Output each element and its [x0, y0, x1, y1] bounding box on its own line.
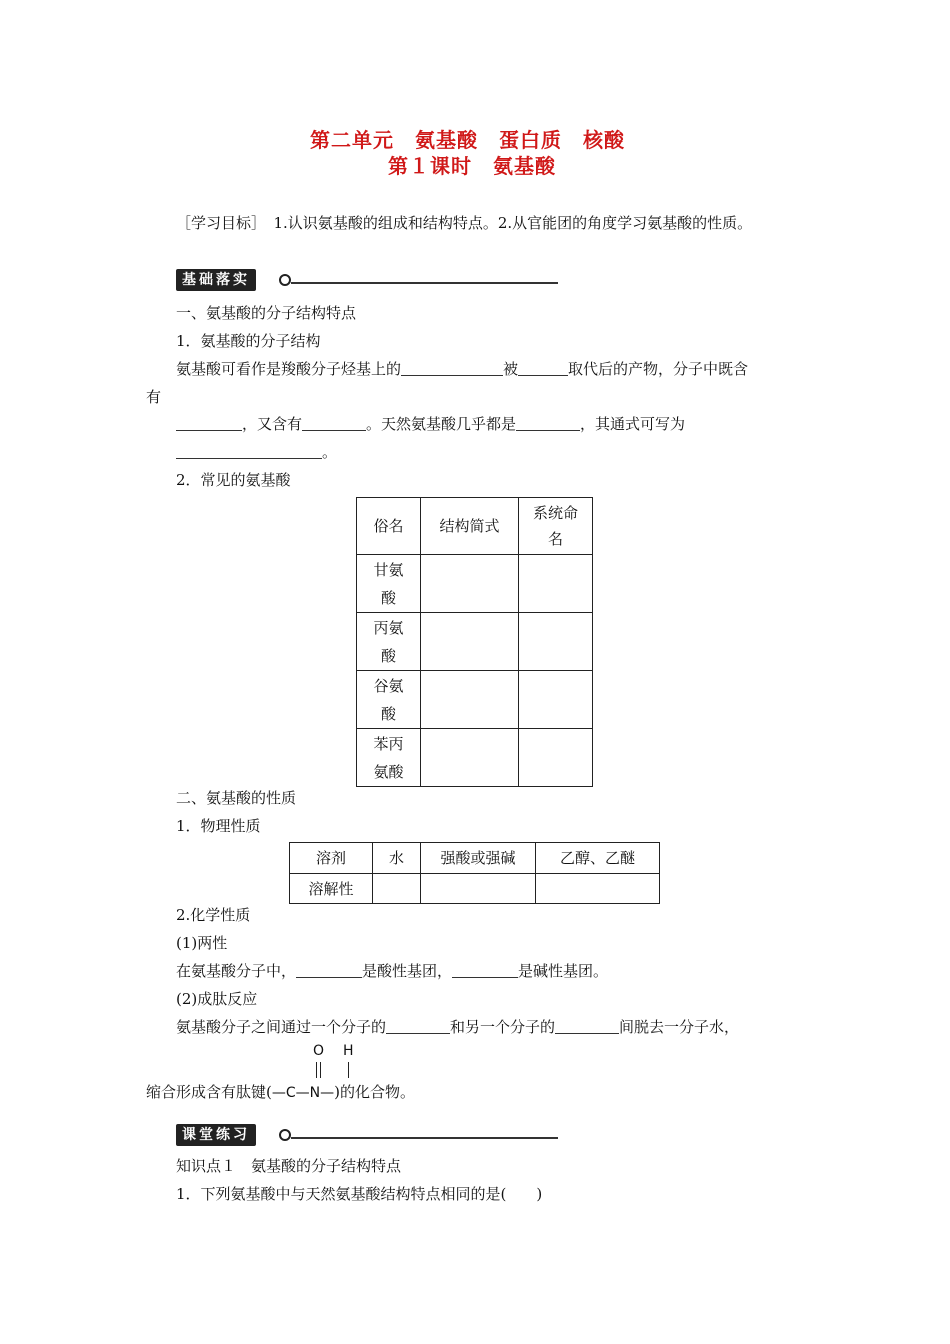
peptide-bond-chain: —C—N—	[271, 1085, 335, 1101]
banner-label: 基础落实	[176, 269, 256, 291]
double-bond-line	[316, 1062, 317, 1078]
text: 间脱去一分子水，	[619, 1018, 740, 1036]
text: )的化合物。	[334, 1083, 415, 1101]
table-cell[interactable]	[421, 555, 519, 613]
text: 被	[503, 360, 519, 378]
subheading: 2．常见的氨基酸	[176, 471, 291, 489]
paragraph-line	[176, 960, 608, 981]
table-header: 系统命名	[519, 498, 593, 555]
fill-blank[interactable]	[452, 963, 518, 978]
subheading: 1．氨基酸的分子结构	[176, 332, 321, 350]
section-banner-practice	[176, 1124, 561, 1146]
subheading: 2.化学性质	[176, 906, 251, 924]
table-cell: 丙氨酸	[357, 613, 421, 671]
fill-blank[interactable]	[518, 361, 568, 376]
list-item: (2)成肽反应	[176, 990, 258, 1008]
banner-dot-icon	[279, 274, 291, 286]
text: 。	[322, 443, 338, 461]
fill-blank[interactable]	[555, 1019, 619, 1034]
table-cell[interactable]	[519, 613, 593, 671]
text: 缩合形成含有肽键(	[146, 1083, 272, 1101]
table-header: 结构简式	[421, 498, 519, 555]
text: 是碱性基团。	[518, 962, 609, 980]
paragraph-line	[176, 413, 685, 434]
paragraph-line: 有	[146, 388, 162, 406]
section-heading: 一、氨基酸的分子结构特点	[176, 304, 357, 322]
paragraph-line	[146, 1081, 415, 1102]
paragraph-line	[176, 1016, 739, 1037]
section-banner-basics	[176, 269, 561, 291]
table-cell[interactable]	[536, 874, 660, 904]
lesson-title: 第１课时 氨基酸	[388, 154, 556, 178]
text: 氨基酸可看作是羧酸分子烃基上的	[176, 360, 402, 378]
paragraph-line	[176, 441, 337, 462]
solubility-table	[289, 842, 660, 904]
table-header: 强酸或强碱	[421, 843, 536, 874]
text: 在氨基酸分子中，	[176, 962, 297, 980]
table-cell[interactable]	[519, 671, 593, 729]
text: 和另一个分子的	[450, 1018, 556, 1036]
table-cell: 苯丙氨酸	[357, 729, 421, 787]
fill-blank[interactable]	[386, 1019, 450, 1034]
table-cell[interactable]	[421, 729, 519, 787]
table-header: 俗名	[357, 498, 421, 555]
fill-blank[interactable]	[176, 416, 242, 431]
table-header: 溶剂	[290, 843, 373, 874]
text: 取代后的产物，分子中既含	[568, 360, 749, 378]
text: ，其通式可写为	[580, 415, 686, 433]
table-cell[interactable]	[519, 555, 593, 613]
table-cell[interactable]	[421, 613, 519, 671]
paragraph-line	[176, 358, 748, 379]
banner-rule	[291, 1137, 558, 1139]
list-item: (1)两性	[176, 934, 228, 952]
fill-blank[interactable]	[302, 416, 366, 431]
section-heading: 二、氨基酸的性质	[176, 789, 297, 807]
fill-blank[interactable]	[296, 963, 362, 978]
fill-blank[interactable]	[516, 416, 580, 431]
table-row-label: 溶解性	[290, 874, 373, 904]
peptide-bond-h-label: H	[343, 1043, 354, 1059]
table-cell[interactable]	[421, 671, 519, 729]
table-cell[interactable]	[373, 874, 421, 904]
text: 氨基酸分子之间通过一个分子的	[176, 1018, 387, 1036]
table-cell[interactable]	[421, 874, 536, 904]
fill-blank[interactable]	[176, 444, 322, 459]
banner-label: 课堂练习	[176, 1124, 256, 1146]
table-cell: 甘氨酸	[357, 555, 421, 613]
banner-rule	[291, 282, 558, 284]
table-cell: 谷氨酸	[357, 671, 421, 729]
table-header: 乙醇、乙醚	[536, 843, 660, 874]
single-bond-line	[348, 1062, 349, 1078]
question: 1．下列氨基酸中与天然氨基酸结构特点相同的是( )	[176, 1185, 543, 1203]
page-title: 第二单元 氨基酸 蛋白质 核酸	[310, 128, 625, 152]
peptide-bond-o-label: O	[313, 1043, 325, 1059]
table-cell[interactable]	[519, 729, 593, 787]
knowledge-point: 知识点１ 氨基酸的分子结构特点	[176, 1157, 402, 1175]
text: 。天然氨基酸几乎都是	[366, 415, 517, 433]
subheading: 1．物理性质	[176, 817, 261, 835]
text: 是酸性基团，	[362, 962, 453, 980]
text: ，又含有	[242, 415, 303, 433]
fill-blank[interactable]	[401, 361, 503, 376]
amino-acid-table	[356, 497, 593, 787]
learning-objectives: ［学习目标］ 1.认识氨基酸的组成和结构特点。2.从官能团的角度学习氨基酸的性质。	[176, 214, 753, 232]
table-header: 水	[373, 843, 421, 874]
double-bond-line	[320, 1062, 321, 1078]
banner-dot-icon	[279, 1129, 291, 1141]
